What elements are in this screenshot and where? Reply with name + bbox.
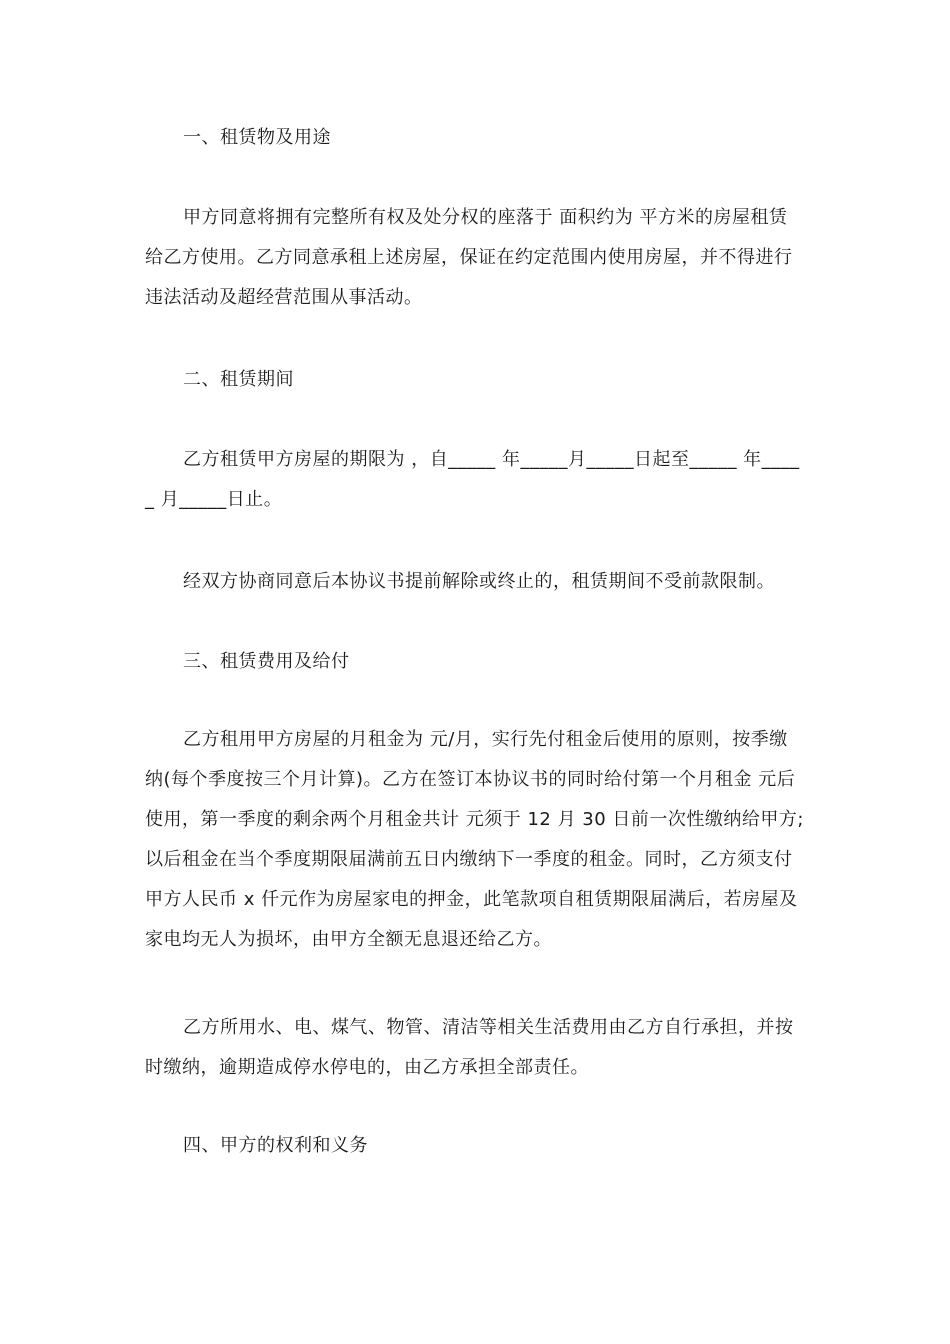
paragraph-rental-period-term: 乙方租赁甲方房屋的期限为 ，自_____ 年_____月_____日起至_____ 年_____ 月_____日止。 xyxy=(145,449,800,510)
paragraph-rental-property-use: 甲方同意将拥有完整所有权及处分权的座落于 面积约为 平方米的房屋租赁给乙方使用。乙方同意承租上述房屋，保证在约定范围内使用房屋，并不得进行违法活动及超经营范围从事活动。 xyxy=(145,207,793,308)
section-heading-rental-property: 一、租赁物及用途 xyxy=(183,127,331,148)
section-heading-rental-fees: 三、租赁费用及给付 xyxy=(183,651,350,672)
paragraph-rental-fees-payment: 乙方租用甲方房屋的月租金为 元/月，实行先付租金后使用的原则，按季缴纳(每个季度按三个月计算)。乙方在签订本协议书的同时给付第一个月租金 元后使用，第一季度的剩余两个月租金共计 元须于 12 月 30 日前一次性缴纳给甲方;以后租金在当个季度期限届满前五日内缴纳下一季度的租金。同时，乙方须支付甲方人民币 x 仟元作为房屋家电的押金，此笔款项自租赁期限届满后，若房屋及家电均无人为损坏，由甲方全额无息退还给乙方。 xyxy=(145,729,804,950)
paragraph-utility-fees: 乙方所用水、电、煤气、物管、清洁等相关生活费用由乙方自行承担，并按时缴纳，逾期造成停水停电的，由乙方承担全部责任。 xyxy=(145,1017,794,1078)
paragraph-rental-period-termination: 经双方协商同意后本协议书提前解除或终止的，租赁期间不受前款限制。 xyxy=(183,571,775,592)
section-heading-party-a-rights: 四、甲方的权利和义务 xyxy=(183,1135,368,1156)
section-heading-rental-period: 二、租赁期间 xyxy=(183,369,294,390)
